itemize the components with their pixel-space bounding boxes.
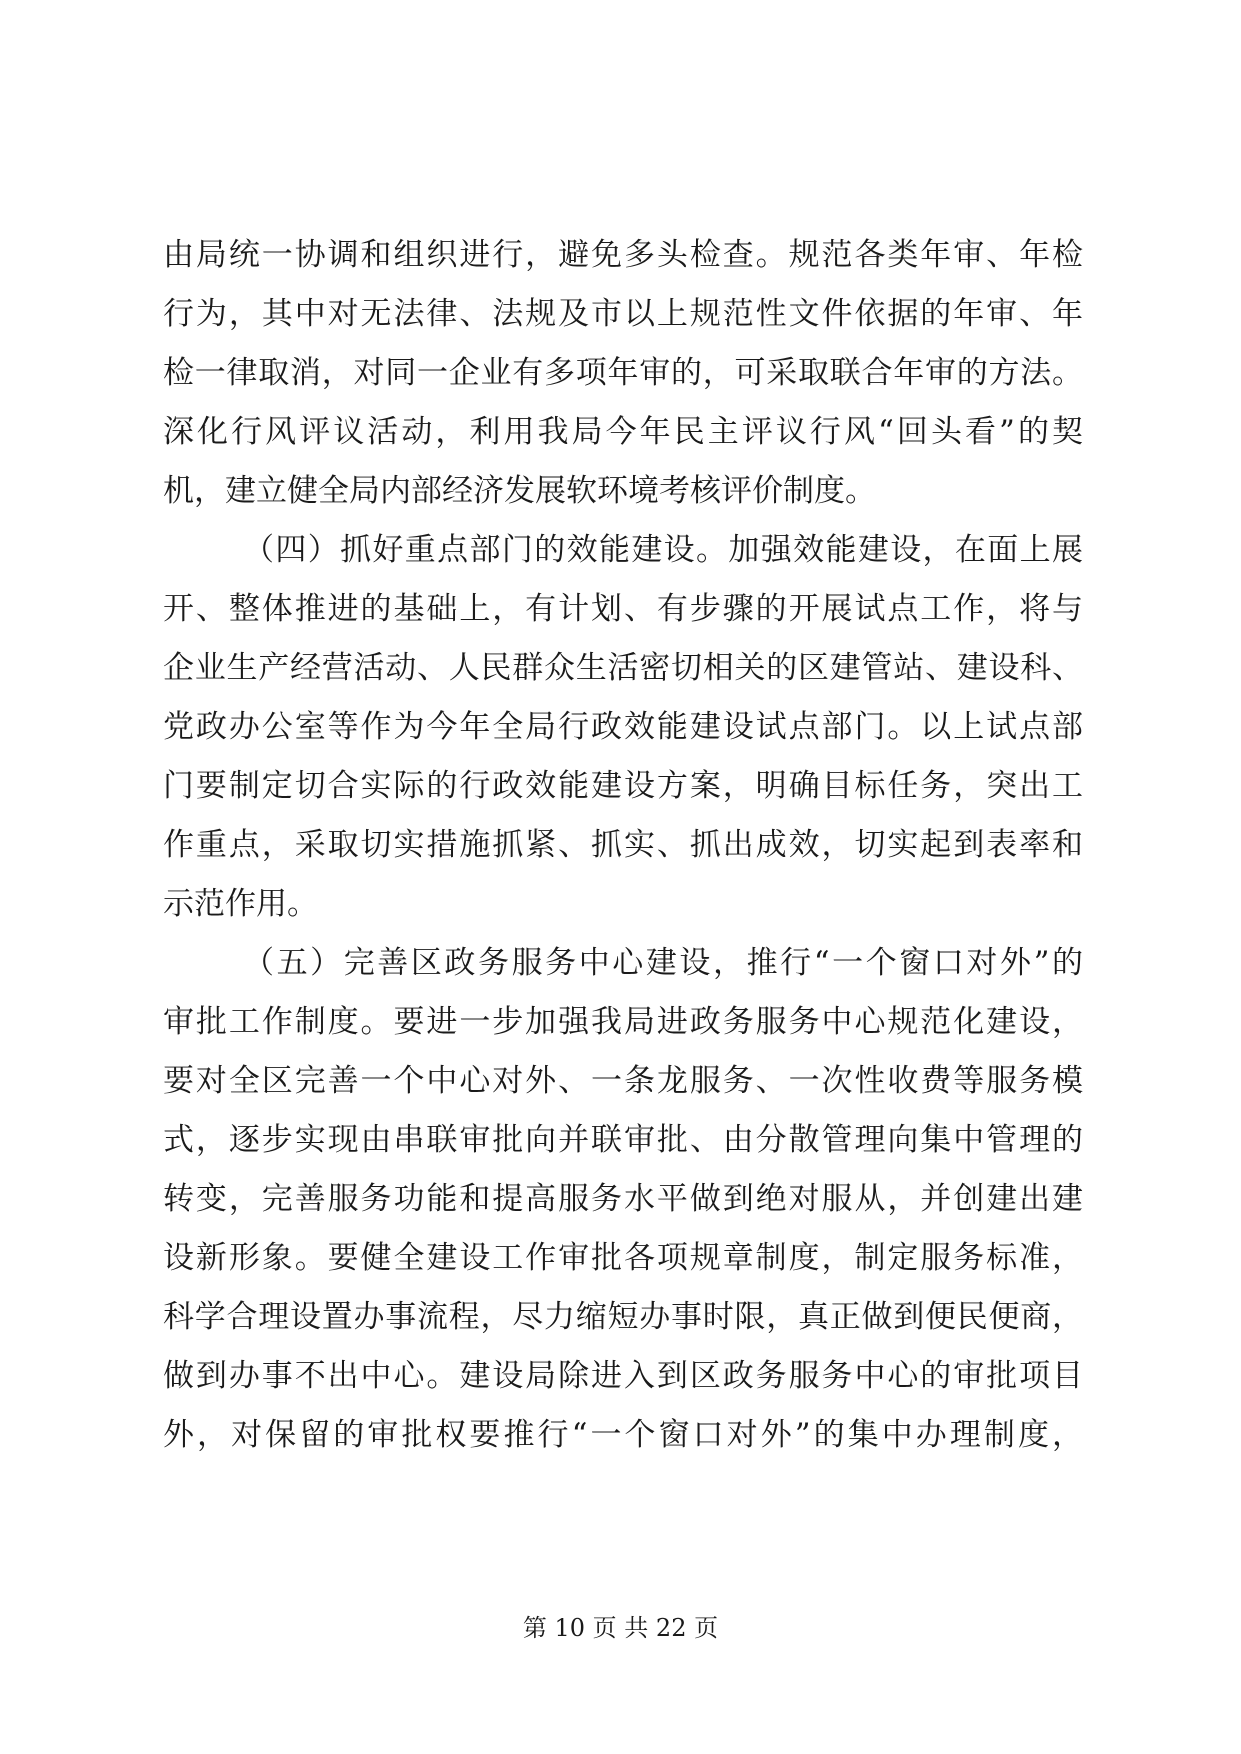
text-line: 企业生产经营活动、人民群众生活密切相关的区建管站、建设科、 [163,650,1083,686]
section-heading-line: （五）完善区政务服务中心建设，推行“一个窗口对外”的 [243,945,1083,981]
text-line: 开、整体推进的基础上，有计划、有步骤的开展试点工作，将与 [163,591,1083,627]
text-line: 行为，其中对无法律、法规及市以上规范性文件依据的年审、年 [163,296,1083,332]
text-line: 由局统一协调和组织进行，避免多头检查。规范各类年审、年检 [163,237,1083,273]
text-line: 党政办公室等作为今年全局行政效能建设试点部门。以上试点部 [163,709,1083,745]
text-line: 式，逐步实现由串联审批向并联审批、由分散管理向集中管理的 [163,1122,1083,1158]
text-line: 作重点，采取切实措施抓紧、抓实、抓出成效，切实起到表率和 [163,827,1083,863]
text-line: 门要制定切合实际的行政效能建设方案，明确目标任务，突出工 [163,768,1083,804]
section-heading-line: （四）抓好重点部门的效能建设。加强效能建设，在面上展 [243,532,1083,568]
text-line: 深化行风评议活动，利用我局今年民主评议行风“回头看”的契 [163,414,1083,450]
text-line: 要对全区完善一个中心对外、一条龙服务、一次性收费等服务模 [163,1063,1083,1099]
text-line: 转变，完善服务功能和提高服务水平做到绝对服从，并创建出建 [163,1181,1083,1217]
text-line: 机，建立健全局内部经济发展软环境考核评价制度。 [163,473,876,509]
text-line: 示范作用。 [163,886,318,922]
text-line: 做到办事不出中心。建设局除进入到区政务服务中心的审批项目 [163,1358,1083,1394]
text-line: 检一律取消，对同一企业有多项年审的，可采取联合年审的方法。 [163,355,1083,391]
page-number-footer: 第 10 页 共 22 页 [522,1614,719,1642]
text-line: 设新形象。要健全建设工作审批各项规章制度，制定服务标准， [163,1240,1083,1276]
text-line: 科学合理设置办事流程，尽力缩短办事时限，真正做到便民便商， [163,1299,1083,1335]
text-line: 审批工作制度。要进一步加强我局进政务服务中心规范化建设， [163,1004,1083,1040]
body-text [163,226,1083,1465]
text-line: 外，对保留的审批权要推行“一个窗口对外”的集中办理制度， [163,1417,1083,1453]
